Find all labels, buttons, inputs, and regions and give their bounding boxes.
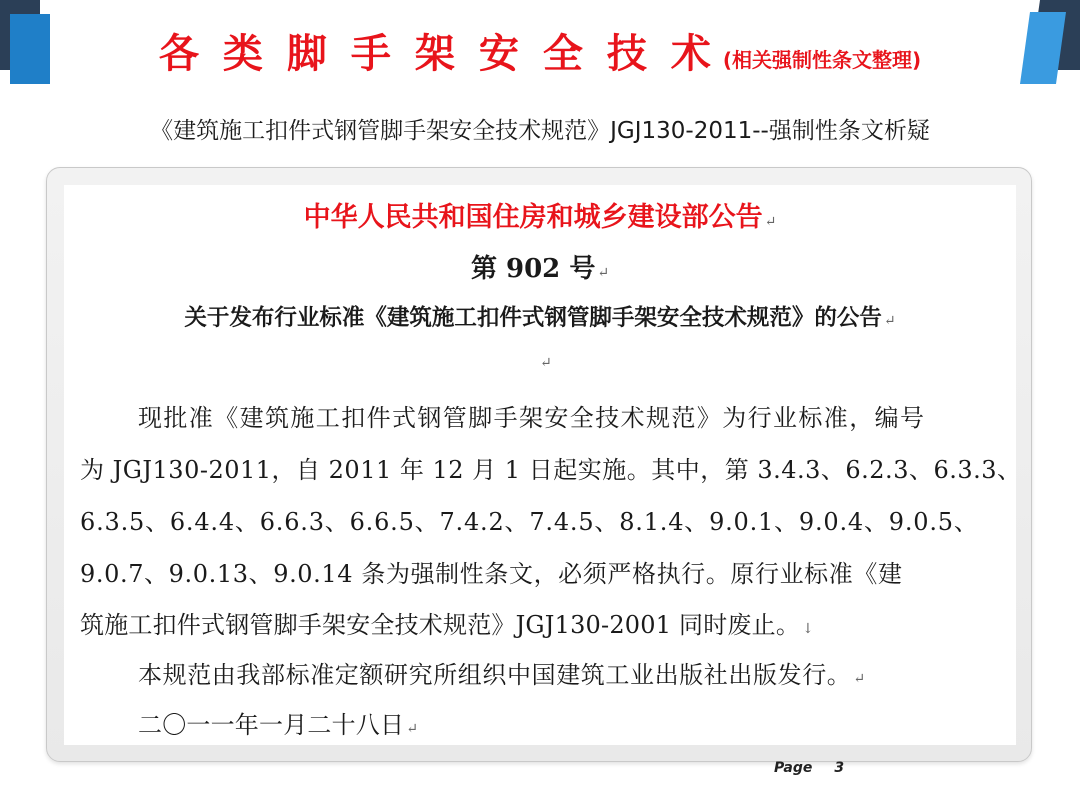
page-label: Page — [774, 760, 813, 776]
body-line-6-text: 本规范由我部标准定额研究所组织中国建筑工业出版社出版发行。 — [138, 661, 852, 689]
paragraph-mark: ↵ — [853, 671, 866, 687]
document-date — [138, 705, 418, 740]
body-line-4: 9.0.7、9.0.13、9.0.14 条为强制性条文，必须严格执行。原行业标准《建 — [80, 560, 903, 588]
slide-title-note: (相关强制性条文整理) — [722, 48, 922, 72]
page-number: 3 — [834, 760, 845, 776]
paragraph-mark: ↵ — [540, 355, 552, 371]
body-line-5-text: 筑施工扣件式钢管脚手架安全技术规范》JGJ130-2001 同时废止。 — [80, 611, 801, 639]
document-date-text: 二〇一一年一月二十八日 — [138, 711, 405, 739]
page-footer — [774, 760, 844, 776]
announcement-number — [64, 248, 1016, 285]
document-image — [64, 185, 1022, 745]
slide-title — [0, 22, 1080, 79]
announcement-number-text: 第 902 号 — [470, 254, 596, 284]
slide-subtitle: 《建筑施工扣件式钢管脚手架安全技术规范》JGJ130-2011--强制性条文析疑 — [150, 118, 930, 144]
announcement-org-text: 中华人民共和国住房和城乡建设部公告 — [303, 202, 763, 233]
paragraph-mark: ↵ — [883, 313, 896, 329]
body-line-1: 现批准《建筑施工扣件式钢管脚手架安全技术规范》为行业标准，编号 — [138, 404, 926, 432]
line-break-mark: ↓ — [802, 621, 814, 637]
announcement-subject — [64, 300, 1016, 332]
body-line-5 — [80, 605, 814, 640]
announcement-subject-text: 关于发布行业标准《建筑施工扣件式钢管脚手架安全技术规范》的公告 — [184, 305, 882, 331]
paragraph-mark: ↵ — [406, 721, 419, 737]
announcement-org-heading — [64, 195, 1016, 234]
body-line-3: 6.3.5、6.4.4、6.6.3、6.6.5、7.4.2、7.4.5、8.1.4、9.0.1、9.0.4、9.0.5、 — [80, 508, 979, 536]
paragraph-mark: ↵ — [597, 265, 610, 281]
body-line-6 — [138, 655, 866, 690]
body-line-2: 为 JGJ130-2011，自 2011 年 12 月 1 日起实施。其中，第 3.4.3、6.2.3、6.3.3、 — [80, 456, 1022, 484]
slide-title-main: 各类脚手架安全技术 — [158, 31, 735, 77]
paragraph-mark: ↵ — [764, 214, 777, 230]
